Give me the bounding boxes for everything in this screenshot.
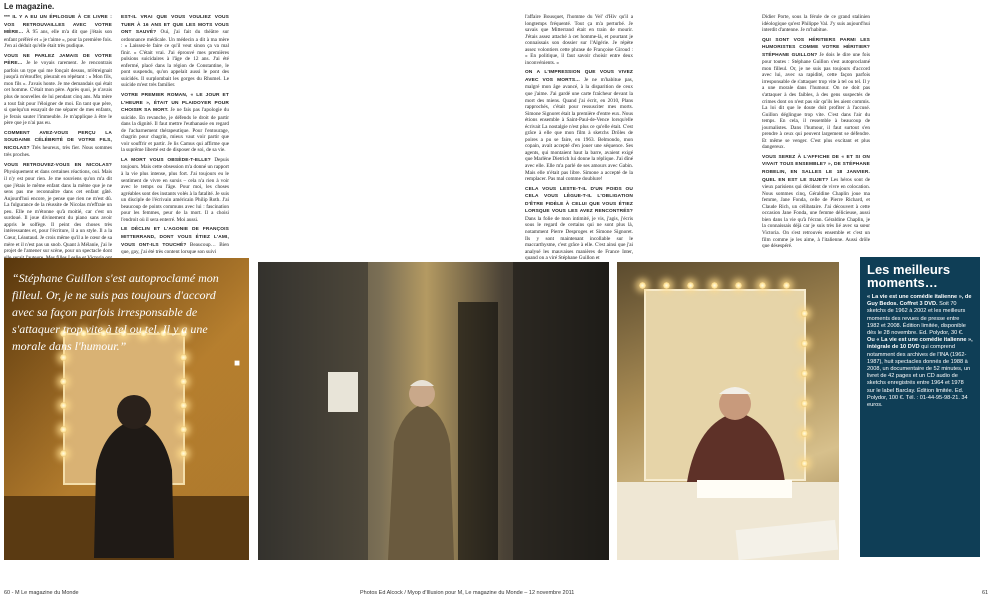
- answer: l'affaire Bousquet, l'homme du Vel' d'Hiv qu'il a longtemps fréquenté. Tout ça m'a perturbé. Je savais que Mitterrand était en train de mourir. J'étais assez attaché à cet homme-là, et pourtant je connaissais son dossier sur l'Algérie. Je répète assez volontiers cette phrase de Françoise Giroud : « En politique, il faut savoir choisir entre deux inconvénients. »: [525, 14, 633, 66]
- photo-dressing-room-reading-art: [617, 262, 839, 560]
- question: EST-IL VRAI QUE VOUS VOULIEZ VOUS TUER À 16 ANS ET QUE LES MOTS VOUS ONT SAUVÉ?: [121, 15, 229, 36]
- question: *** IL Y A EU UN ÉPILOGUE À CE LIVRE : VOS RETROUVAILLES AVEC VOTRE MÈRE…: [4, 15, 112, 36]
- sidebar-title: Les meilleurs moments…: [867, 262, 951, 290]
- question: LE DÉCLIN ET L'AGONIE DE FRANÇOIS MITTERRAND, DONT VOUS ÉTIEZ L'AMI, VOUS ONT-ILS TOUCHÉ?: [121, 227, 229, 248]
- footer-left: 60 - M Le magazine du Monde: [4, 590, 79, 596]
- answer: Dans la folie de mon intimité, je vis, j'agis, j'écris sous le regard de certains qui ne sont plus là, notamment Pierre Desproges et Simone Signoret. Ils y sont maintenant incollable sur le maccarthysme, c'est grâce à elle. C'est ainsi que j'ai analysé les mauvaises manières de France Inter, quand on a viré Stéphane Guillon et: [525, 215, 633, 262]
- question: VOTRE PREMIER ROMAN, « LE JOUR ET L'HEURE », ÉTAIT UN PLAIDOYER POUR CHOISIR SA MORT.: [121, 93, 229, 114]
- question: VOUS SEREZ À L'AFFICHE DE « ET SI ON VIVAIT TOUS ENSEMBLE? », DE STÉPHANE ROBELIN, EN SALLES LE 18 JANVIER. QUEL EN EST LE SUJET?: [762, 154, 870, 183]
- answer: Les héros sont de vieux parisiens qui décident de vivre en colocation. Nous sommes cinq, Géraldine Chaplin joue ma femme, Jane Fonda, celle de Pierre Richard, et Claude Rich, un célibataire. J'ai découvert à cette occasion Jane Fonda, une femme délicieuse, aussi bien dans la vie qu'à l'écran. Géraldine Chaplin, je la connaissais déjà car je suis très lié avec sa sœur Victoria. On s'est retrouvés ensemble et c'est un film comme je les aime, à l'italienne. Aussi drôle que désespéré.: [762, 176, 871, 250]
- sidebar-text: [867, 294, 973, 409]
- text-column-3: [525, 14, 633, 265]
- text-column-1: [4, 14, 112, 271]
- sidebar-item-text: Soit 70 sketchs de 1962 à 2002 et les meilleurs moments des revues de presse entre 1982 et 2008. Édition limitée, disponible dès le 28 novembre. Ed. Polydor, 30 €.: [867, 301, 966, 337]
- question: COMMENT AVEZ-VOUS PERÇU LA SOUDAINE CÉLÉBRITÉ DE VOTRE FILS, NICOLAS?: [4, 130, 112, 151]
- section-title: Le magazine.: [4, 2, 55, 11]
- answer: Je le voyais rarement. Je rencontrais parfois un type qui me fonçait dessus, m'étreignait jusqu'à m'étouffer, pleurait en répétant : « Mon fils, mon fils ». J'avais honte. Je me demandais qui était cet homme. C'était mon père. Après quoi, je n'avais plus de nouvelles de lui pendant cinq ans. Ma mère a tout fait pour l'éloigner de moi. En tant que père, si quelqu'un essayait de me séparer de mes enfants, je ferais sauter l'immeuble. Je m'applique à être le père que je n'ai pas eu.: [4, 60, 112, 127]
- text-column-2: [121, 14, 229, 259]
- pull-quote-text: “Stéphane Guillon s'est autoproclamé mon filleul. Or, je ne suis pas toujours d'accord avec sa façon parfois irresponsable de s'attaquer trop vite à tel ou tel. Il y a une morale dans l'humour.”: [12, 271, 219, 353]
- question: VOUS RETROUVEZ-VOUS EN NICOLAS?: [4, 162, 112, 168]
- answer: Physiquement et dans certaines réactions, oui. Mais il n'y est pour rien. Je me souviens qu'on m'a dit que j'étais le même enfant dans la même que je ne sens pas me reconnaître dans cet enfant gâté. Aujourd'hui encore, je pense que rien ne m'est dû. La fulgurance de la réussite de Nicolas m'effraie un peu. Elle ne m'étonne qu'à moitié, car c'est un surdoué. Il joue divinement du piano sans avoir appris le solfège. Il peint des choses très intéressantes et, pour l'écriture, il a un style. Il a la Cœur, Léautaud. Je crois même qu'il a le cœur de sa mère et il n'est pas un snob. Quant à Mélanie, j'ai le projet de l'amener sur scène, pour un spectacle dont: [4, 169, 112, 255]
- footer-page-number: 61: [982, 590, 989, 596]
- answer: Depuis toujours. Mais cette obsession m'a donné un rapport à la vie plus intense, plus fort. J'ai toujours eu le sentiment de vivre en sursis – cela n'a rien à voir avec le temps ou l'âge. Pour moi, les choses agréables sont des instants volés à la fatalité. Je suis un disciple de l'écrivain américain Philip Roth. J'ai beaucoup de points communs avec lui : fascination pour les femmes, peur de la mort. Il a choisi l'endroit où il sera enterré. Moi aussi.: [121, 156, 230, 223]
- sidebar-item-text: qui comprend notamment des archives de l'INA (1962-1987), huit spectacles donnés de 1988 à 2008, un documentaire de 52 minutes, un livret de 42 pages et un CD audio de sketchs enregistrés entre 1964 et 1978 sur le label Barclay. Édition limitée. Ed. Polydor, 100 €. Tél. : 01-44-95-98-21. 34 euros.: [867, 344, 971, 409]
- answer: Je ne m'habitue pas, malgré mon âge avancé, à la disparition de ceux que j'aime. J'ai gardé une carte fraîcheur devant la mort des miens. Quand j'ai écrit, en 2010, Plans rapprochés, c'était pour ressusciter mes morts. Simone Signoret était la première d'entre eux. Nous étions ensemble à Saint-Paul-de-Vence lorsqu'elle écrivait La nostalgie n'est plus ce qu'elle était. C'est grâce à elle que mon film à sketchs Drôles de poires a pu se faire, en 1963. Belmondo, mon copain, avait accepté d'en jouer une séquence. Ses agents, qui montaient haut la barre, avaient exigé que Marlène Dietrich lui donne la réplique. J'ai dîné avec elle. Elle m'a parlé de ses amours avec Gabin. Mais elle n'était pas libre. Simone a accepté de la remplacer. Pas mal comme doublure!: [525, 76, 633, 183]
- photo-dressing-room-reading: [617, 262, 839, 560]
- answer: À 95 ans, elle m'a dit que j'étais son enfant préféré et « je t'aime », pour la première fois. J'en ai déduit qu'elle était très pudique.: [4, 29, 113, 50]
- answer: Beaucoup… Bien que, gay, j'ai été très content lorsque son suivi: [121, 241, 230, 256]
- question: QUI SONT VOS HÉRITIERS PARMI LES HUMORISTES COMME VOTRE HÉRITIER? STÉPHANE GUILLON?: [762, 37, 870, 58]
- sidebar-item-title: « La vie est une comédie italienne », de Guy Bedos. Coffret 3 DVD.: [867, 294, 972, 308]
- pull-quote: [12, 270, 240, 372]
- question: CELA VOUS LESTE-T-IL D'UN POIDS OU CELA VOUS LÈGUE-T-IL L'OBLIGATION D'ÊTRE FIDÈLE À CELUI QUE VOUS ÉTIEZ LORSQUE VOUS LES AVEZ RENCONTRÉS?: [525, 186, 633, 215]
- question: ON A L'IMPRESSION QUE VOUS VIVEZ AVEC VOS MORTS…: [525, 70, 633, 83]
- answer: Je ne fais pas l'apologie du suicide. En revanche, je défends le droit de partir dans la dignité. Il faut mettre l'euthanasie en regard de l'acharnement thérapeutique. Pour l'entourage, chagrin pour chagrin, mieux vaut voir partir que voir souffrir et partir. Je lis Camus qui affirme que la suprême liberté est de disposer de soi, de sa vie.: [121, 107, 229, 154]
- answer: Je dois le dire une fois pour toutes : Stéphane Guillon s'est autoproclamé mon filleul. Or, je ne suis pas toujours d'accord avec lui, avec sa rapidité, cette façon parfois irresponsable de s'attaquer trop vite à tel ou tel. Il y a une morale dans l'humour. On ne doit pas s'attaquer à des faibles, à des gens suspectés de crimes dont on n'est pas sûr qu'ils les aient commis. La loi dit que le doute doit profiter à l'accusé. Guillon déglingue trop vite. C'est dans l'air du temps. En cela, il ressemble à beaucoup de journalistes. Dans l'humour, il faut surtout s'en prendre à ceux qui peuvent largement se défendre. Et même se venger. C'est plus excitant et plus dangereux.: [762, 51, 870, 151]
- sidebar-item-title: Ou « La vie est une comédie italienne », intégrale de 10 DVD: [867, 337, 973, 351]
- answer: Didier Porte, sous la férule de ce grand stalinien idéologique qu'est Philippe Val. J'y suis aujourd'hui interdit d'antenne. Je m'habitue.: [762, 14, 870, 34]
- question: VOUS NE PARLEZ JAMAIS DE VOTRE PÈRE…: [4, 53, 112, 67]
- text-column-4: [762, 14, 870, 253]
- photo-corridor-art: [258, 262, 609, 560]
- sidebar-box: [860, 257, 980, 557]
- photo-corridor: [258, 262, 609, 560]
- footer-credit: Photos Ed Alcock / Myop d'Illusion pour M, Le magazine du Monde – 12 novembre 2011: [360, 590, 575, 596]
- answer: Oui, j'ai fait du théâtre sur ordonnance médicale. Un médecin a dit à ma mère : « Laissez-le faire ce qu'il veut sinon ça va mal finir. » C'était vrai. J'ai éprouvé mes premières pulsions suicidaires à l'âge de 12 ans. J'ai été enfermé, placé dans la région de Constantine, le pont suspendu, qu'on appelait aussi le pont des suicidés. Il surplombait les gorges du Rhumel. Le suicide m'est très familier.: [121, 29, 230, 89]
- answer: Très heureux, très fier. Nous sommes très proches.: [4, 144, 112, 159]
- pull-quote-end-mark: ■: [233, 358, 240, 369]
- question: LA MORT VOUS OBSÈDE-T-ELLE?: [121, 157, 211, 163]
